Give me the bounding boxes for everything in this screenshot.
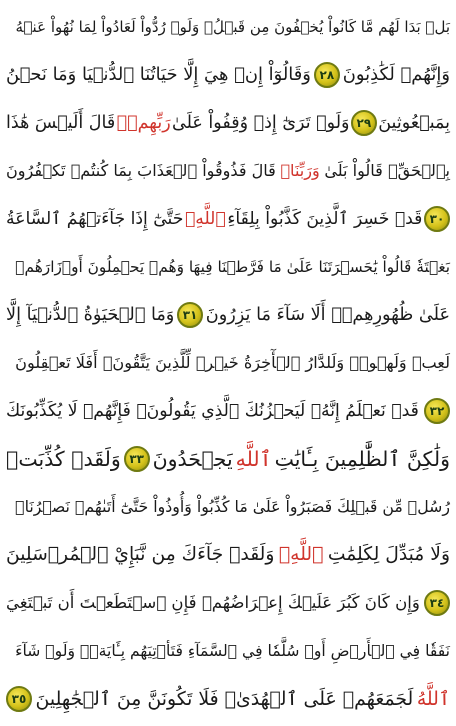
divine-name-text: وَرَبِّنَاۚ <box>280 161 320 180</box>
divine-name-text: ٱللَّهِۖ <box>184 209 226 229</box>
divine-name-text: ٱللَّهِۚ <box>278 544 324 565</box>
verse-text: يَجۡحَدُونَ <box>152 447 233 471</box>
text-line <box>6 434 450 484</box>
ayah-number-marker: ٢٩ <box>351 110 377 136</box>
divine-name-text: ٱللَّهِ <box>235 447 272 471</box>
text-line <box>6 386 450 436</box>
text-line <box>6 626 450 676</box>
verse-text: قَدۡ خَسِرَ ٱلَّذِينَ كَذَّبُواْ بِلِقَآءِ <box>227 209 423 229</box>
divine-name-text: ٱللَّهُ <box>416 688 450 710</box>
quran-page <box>6 2 450 722</box>
verse-text: وَلَا مُبَدِّلَ لِكَلِمَٰتِ <box>327 544 450 565</box>
verse-text: وَإِنَّهُمۡ لَكَٰذِبُونَ <box>342 64 450 85</box>
verse-text: وَلَقَدۡ جَآءَكَ مِن نَّبَإِيْ ٱلۡمُرۡسَلِينَ <box>6 544 275 565</box>
verse-text: لَجَمَعَهُمۡ عَلَى ٱلۡهُدَىٰۚ فَلَا تَكُونَنَّ مِنَ ٱلۡجَٰهِلِينَ <box>35 688 414 710</box>
verse-text: قَدۡ نَعۡلَمُ إِنَّهُۥ لَيَحۡزُنُكَ ٱلَّذِي يَقُولُونَۖ فَإِنَّهُمۡ لَا يُكَذِّبُونَكَ <box>6 401 419 421</box>
verse-text: نَفَقٗا فِي ٱلۡأَرۡضِ أَوۡ سُلَّمٗا فِي ٱلسَّمَآءِ فَتَأۡتِيَهُم بِـَٔايَةٖۚ وَلَوۡ شَآءَ <box>15 642 450 660</box>
verse-text: قَالَ أَلَيۡسَ هَٰذَا <box>6 113 116 133</box>
ayah-number-marker: ٣٥ <box>6 686 32 712</box>
text-line <box>6 194 450 244</box>
text-line <box>6 146 450 196</box>
verse-text: وَمَا ٱلۡحَيَوٰةُ ٱلدُّنۡيَآ إِلَّا <box>6 305 175 325</box>
text-line <box>6 50 450 100</box>
text-line <box>6 674 450 724</box>
text-line <box>6 290 450 340</box>
verse-text: عَلَىٰ ظُهُورِهِمۡۚ أَلَا سَآءَ مَا يَزِرُونَ <box>205 305 450 325</box>
divine-name-text: رَبِّهِمۡۚ <box>116 113 171 133</box>
verse-text: بِمَبۡعُوثِينَ <box>378 113 450 133</box>
verse-text: وَلَوۡ تَرَىٰٓ إِذۡ وُقِفُواْ عَلَىٰ <box>172 113 350 133</box>
text-line <box>6 482 450 532</box>
verse-text: حَتَّىٰٓ إِذَا جَآءَتۡهُمُ ٱلسَّاعَةُ <box>6 209 184 229</box>
text-line <box>6 530 450 580</box>
verse-text: بَغۡتَةٗ قَالُواْ يَٰحَسۡرَتَنَا عَلَىٰ مَا فَرَّطۡنَا فِيهَا وَهُمۡ يَحۡمِلُونَ أَوۡزَارَهُمۡ <box>15 258 450 276</box>
verse-text: رُسُلٞ مِّن قَبۡلِكَ فَصَبَرُواْ عَلَىٰ مَا كُذِّبُواْ وَأُوذُواْ حَتَّىٰٓ أَتَىٰهُمۡ نَصۡرُنَاۚ <box>15 497 450 516</box>
verse-text: بِٱلۡحَقِّۚ قَالُواْ بَلَىٰ <box>324 161 450 180</box>
verse-text: بَلۡ بَدَا لَهُم مَّا كَانُواْ يُخۡفُونَ مِن قَبۡلُۖ وَلَوۡ رُدُّواْ لَعَادُواْ لِمَا نُهُواْ عَنۡهُ <box>15 18 450 36</box>
ayah-number-marker: ٢٨ <box>314 62 340 88</box>
verse-text: وَقَالُوٓاْ إِنۡ هِيَ إِلَّا حَيَاتُنَا ٱلدُّنۡيَا وَمَا نَحۡنُ <box>6 64 311 85</box>
verse-text: قَالَ فَذُوقُواْ ٱلۡعَذَابَ بِمَا كُنتُمۡ تَكۡفُرُونَ <box>6 161 276 180</box>
verse-text: وَإِن كَانَ كَبُرَ عَلَيۡكَ إِعۡرَاضُهُمۡ فَإِنِ ٱسۡتَطَعۡتَ أَن تَبۡتَغِيَ <box>6 593 420 612</box>
text-line <box>6 98 450 148</box>
ayah-number-marker: ٣١ <box>177 302 203 328</box>
ayah-number-marker: ٣٢ <box>424 398 450 424</box>
verse-text: وَلَٰكِنَّ ٱلظَّٰلِمِينَ بِـَٔايَٰتِ <box>274 447 450 471</box>
text-line <box>6 242 450 292</box>
ayah-number-marker: ٣٣ <box>124 446 150 472</box>
text-line <box>6 338 450 388</box>
verse-text: لَعِبٞ وَلَهۡوٞۖ وَلَلدَّارُ ٱلۡأٓخِرَةُ خَيۡرٞ لِّلَّذِينَ يَتَّقُونَۚ أَفَلَا تَعۡقِلُونَ <box>15 353 450 372</box>
verse-text: وَلَقَدۡ كُذِّبَتۡ <box>6 447 121 471</box>
ayah-number-marker: ٣٠ <box>424 206 450 232</box>
ayah-number-marker: ٣٤ <box>424 590 450 616</box>
text-line <box>6 2 450 52</box>
text-line <box>6 578 450 628</box>
